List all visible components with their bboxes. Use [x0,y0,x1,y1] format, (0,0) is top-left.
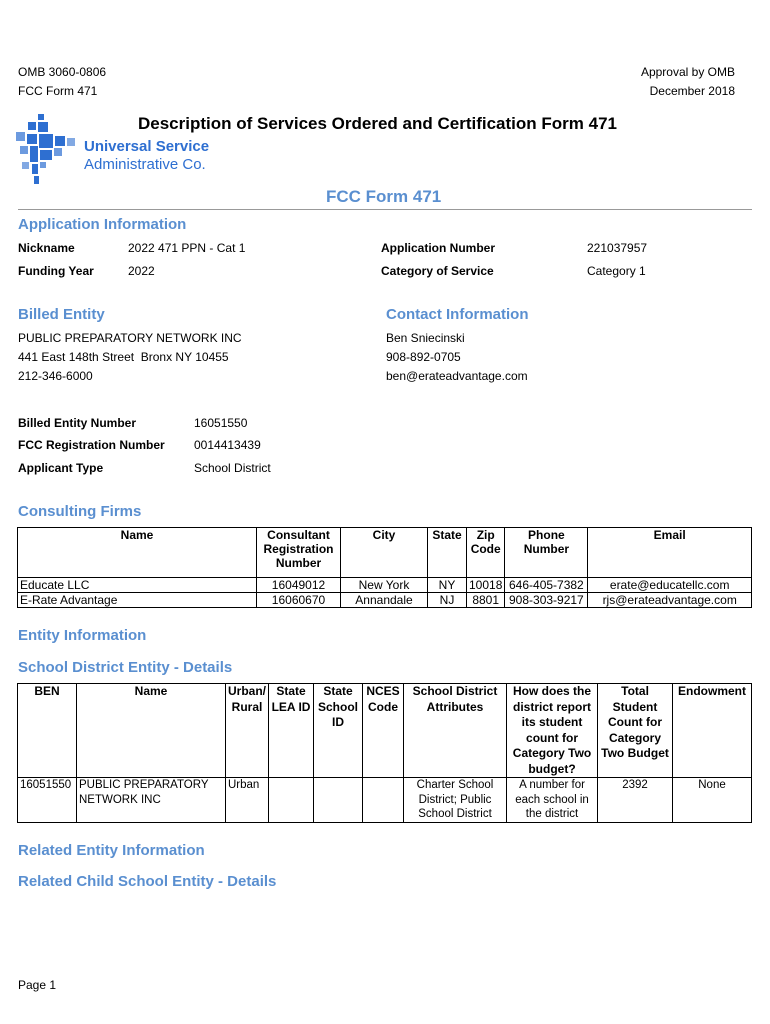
app-number-label: Application Number [381,241,496,255]
col-total-count: Total Student Count for Category Two Budget [598,684,673,778]
col-state-lea: State LEA ID [269,684,314,778]
divider [18,209,752,210]
approval-date: December 2018 [649,84,735,98]
firm-zip: 8801 [467,593,505,608]
form-ref: FCC Form 471 [18,84,98,98]
application-info-heading: Application Information [18,216,187,233]
contact-phone: 908-892-0705 [386,350,461,364]
applicant-type-value: School District [194,461,271,475]
firm-name: E-Rate Advantage [18,593,257,608]
category-value: Category 1 [587,264,646,278]
firm-phone: 646-405-7382 [505,578,588,593]
funding-year-value: 2022 [128,264,155,278]
main-title: Description of Services Ordered and Certification Form 471 [138,114,617,133]
col-email: Email [588,528,752,578]
firm-name: Educate LLC [18,578,257,593]
firm-state: NJ [428,593,467,608]
entity-how-report: A number for each school in the district [507,778,598,823]
col-name: Name [18,528,257,578]
firm-email: erate@educatellc.com [588,578,752,593]
entity-urban: Urban [226,778,269,823]
funding-year-label: Funding Year [18,264,94,278]
col-state-school-id: State School ID [314,684,363,778]
col-ben: BEN [18,684,77,778]
applicant-type-label: Applicant Type [18,461,104,475]
consulting-heading: Consulting Firms [18,503,142,520]
omb-number: OMB 3060-0806 [18,65,107,79]
entity-heading: Entity Information [18,627,147,644]
col-registration: Consultant Registration Number [257,528,341,578]
ben-label: Billed Entity Number [18,416,137,430]
col-nces: NCES Code [363,684,404,778]
billed-entity-name: PUBLIC PREPARATORY NETWORK INC [18,331,242,345]
billed-entity-phone: 212-346-6000 [18,369,93,383]
approval-text: Approval by OMB [640,65,735,79]
app-number-value: 221037957 [587,241,648,255]
col-city: City [341,528,428,578]
nickname-value: 2022 471 PPN - Cat 1 [128,241,246,255]
school-district-heading: School District Entity - Details [18,659,233,676]
col-entity-name: Name [77,684,226,778]
contact-heading: Contact Information [386,306,529,323]
logo-line1: Universal Service [84,138,210,155]
col-urban-rural: Urban/ Rural [226,684,269,778]
firm-reg: 16049012 [257,578,341,593]
firm-city: New York [341,578,428,593]
col-how-report: How does the district report its student count for Category Two budget? [507,684,598,778]
entity-lea [269,778,314,823]
billed-entity-heading: Billed Entity [18,306,105,323]
related-child-heading: Related Child School Entity - Details [18,873,277,890]
col-phone: Phone Number [505,528,588,578]
col-endowment: Endowment [673,684,752,778]
col-zip: Zip Code [467,528,505,578]
fcc-reg-value: 0014413439 [194,438,261,452]
billed-entity-address: 441 East 148th Street Bronx NY 10455 [18,350,229,364]
related-heading: Related Entity Information [18,842,205,859]
usac-logo-icon [14,114,84,186]
entity-school-id [314,778,363,823]
entity-total: 2392 [598,778,673,823]
fcc-reg-label: FCC Registration Number [18,438,165,452]
entity-table [17,683,752,823]
table-row [18,578,752,593]
contact-name: Ben Sniecinski [386,331,465,345]
entity-name: PUBLIC PREPARATORY NETWORK INC [77,778,226,823]
entity-ben: 16051550 [18,778,77,823]
table-row [18,778,752,823]
category-label: Category of Service [381,264,494,278]
ben-value: 16051550 [194,416,248,430]
entity-endowment: None [673,778,752,823]
table-row [18,593,752,608]
firm-state: NY [428,578,467,593]
firm-zip: 10018 [467,578,505,593]
firm-phone: 908-303-9217 [505,593,588,608]
nickname-label: Nickname [18,241,75,255]
firm-email: rjs@erateadvantage.com [588,593,752,608]
page-number: Page 1 [18,978,57,992]
firm-reg: 16060670 [257,593,341,608]
firm-city: Annandale [341,593,428,608]
form-title: FCC Form 471 [326,187,442,206]
col-attributes: School District Attributes [404,684,507,778]
consulting-table [17,527,752,608]
logo-line2: Administrative Co. [84,156,206,173]
entity-nces [363,778,404,823]
col-state: State [428,528,467,578]
entity-attributes: Charter School District; Public School District [404,778,507,823]
contact-email: ben@erateadvantage.com [386,369,528,383]
